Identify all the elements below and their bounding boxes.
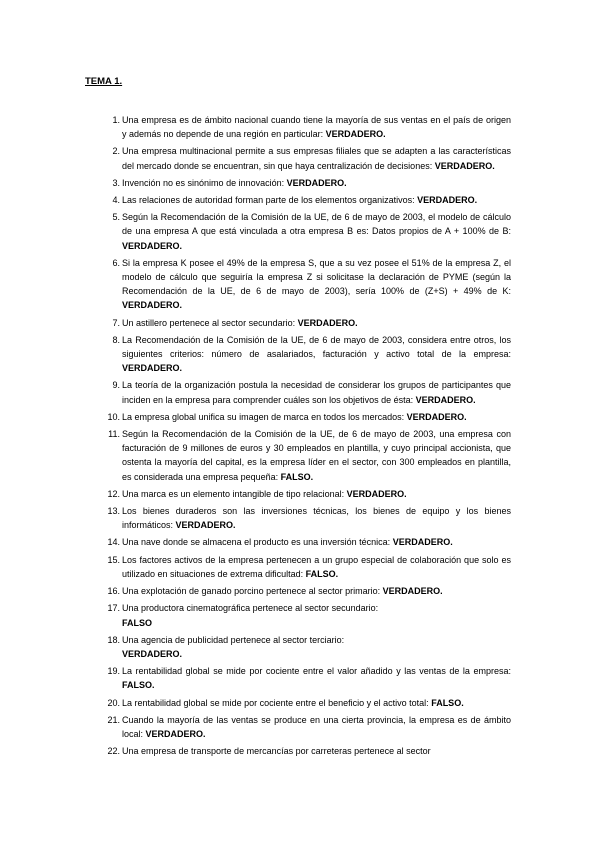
item-text — [122, 633, 511, 661]
list-item — [0, 144, 600, 172]
item-number: 12. — [107, 488, 120, 499]
item-text — [122, 553, 511, 581]
answer-text: FALSO. — [305, 568, 339, 579]
question-text: La Recomendación de la Comisión de la UE, de 6 de mayo de 2003, considera entre otros, los siguientes criterios: número de asalariados, facturación y activo total de la empresa: — [122, 334, 511, 360]
question-text: Un astillero pertenece al sector secundario: — [122, 317, 298, 328]
item-number: 9. — [112, 380, 120, 391]
answer-text: VERDADERO. — [434, 160, 495, 171]
list-item — [0, 504, 600, 532]
question-text: Una empresa multinacional permite a sus empresas filiales que se adapten a las características del mercado donde se encuentran, sin que haya centralización de decisiones: — [122, 146, 511, 171]
item-number: 11. — [108, 429, 120, 440]
answer-text: VERDADERO. — [122, 363, 183, 374]
item-text — [122, 378, 511, 406]
answer-text: FALSO. — [122, 680, 155, 691]
item-text — [122, 504, 511, 532]
item-text — [122, 584, 511, 598]
item-text — [122, 256, 511, 313]
list-item — [0, 584, 600, 598]
question-text: Los bienes duraderos son las inversiones técnicas, los bienes de equipo y los bienes informáticos: — [122, 506, 511, 531]
list-item — [0, 744, 600, 758]
item-number: 17. — [107, 603, 120, 614]
answer-text: VERDADERO. — [145, 728, 206, 739]
question-text: La teoría de la organización postula la necesidad de considerar los grupos de participantes que inciden en la empresa para comprender cuáles son los objetivos de ésta: — [122, 380, 511, 405]
answer-text: FALSO — [122, 617, 153, 628]
list-item — [0, 256, 600, 313]
question-text: Una explotación de ganado porcino pertenece al sector primario: — [122, 586, 383, 597]
item-number: 14. — [107, 537, 120, 548]
list-item — [0, 696, 600, 710]
question-text: Los factores activos de la empresa pertenecen a un grupo especial de colaboración que solo es utilizado en situaciones de extrema dificultad: — [122, 554, 511, 579]
item-text — [122, 744, 511, 758]
item-number: 8. — [112, 334, 120, 345]
answer-text: VERDADERO. — [415, 394, 476, 405]
question-text: Una productora cinematográfica pertenece al sector secundario: — [122, 603, 379, 614]
item-number: 2. — [112, 146, 120, 157]
list-item — [0, 427, 600, 484]
item-text — [122, 713, 511, 741]
item-text — [122, 696, 511, 710]
item-text — [122, 113, 511, 141]
item-text — [122, 664, 511, 692]
item-text — [122, 193, 511, 207]
list-item — [0, 316, 600, 330]
list-item — [0, 210, 600, 253]
item-text — [122, 210, 511, 253]
item-number: 13. — [107, 506, 120, 517]
item-text — [122, 176, 511, 190]
item-number: 7. — [112, 317, 120, 328]
item-number: 1. — [112, 115, 120, 125]
answer-text: VERDADERO. — [406, 411, 467, 422]
item-text — [122, 487, 511, 501]
answer-text: VERDADERO. — [392, 537, 453, 548]
answer-text: VERDADERO. — [382, 586, 443, 597]
question-text: Cuando la mayoría de las ventas se produce en una cierta provincia, la empresa es de ámbito local: — [122, 714, 511, 739]
item-number: 16. — [107, 586, 120, 597]
question-list — [0, 113, 600, 761]
question-text: La rentabilidad global se mide por cociente entre el beneficio y el activo total: — [122, 697, 432, 708]
answer-text: VERDADERO. — [122, 648, 183, 659]
item-number: 15. — [107, 554, 120, 565]
question-text: Una agencia de publicidad pertenece al sector terciario: — [122, 634, 345, 645]
item-text — [122, 410, 511, 424]
list-item — [0, 487, 600, 501]
list-item — [0, 410, 600, 424]
question-text: Según la Recomendación de la Comisión de la UE, de 6 de mayo de 2003, el modelo de cálculo de una empresa A que está vinculada a otra empresa B es: Datos propios de A + 100% de B: — [122, 212, 511, 237]
list-item — [0, 193, 600, 207]
question-text: Las relaciones de autoridad forman parte de los elementos organizativos: — [122, 195, 418, 206]
question-text: Una empresa de transporte de mercancías por carreteras pertenece al sector — [122, 746, 431, 757]
list-item — [0, 713, 600, 741]
item-text — [122, 144, 511, 172]
list-item — [0, 601, 600, 629]
item-text — [122, 427, 511, 484]
answer-text: VERDADERO. — [297, 317, 358, 328]
list-item — [0, 535, 600, 549]
item-number: 22. — [107, 746, 120, 757]
question-text: Si la empresa K posee el 49% de la empresa S, que a su vez posee el 51% de la empresa Z, el modelo de cálculo que seguiría la empresa Z si solicitase la declaración de PYME (según la Recomendación de la UE, de 6 de mayo de 2003), sería 100% de (Z+S) + 49% de K: — [122, 257, 511, 297]
item-number: 18. — [107, 634, 120, 645]
question-text: La rentabilidad global se mide por cociente entre el valor añadido y las ventas de la empresa: — [122, 666, 511, 677]
answer-text: VERDADERO. — [325, 129, 386, 140]
item-number: 10. — [107, 411, 120, 422]
list-item — [0, 553, 600, 581]
list-item — [0, 633, 600, 661]
list-item — [0, 113, 600, 141]
item-number: 3. — [112, 177, 120, 188]
answer-text: FALSO. — [280, 471, 314, 482]
item-number: 19. — [107, 666, 120, 677]
answer-text: VERDADERO. — [122, 240, 183, 251]
item-number: 4. — [112, 195, 120, 206]
answer-text: VERDADERO. — [417, 195, 478, 206]
item-number: 21. — [107, 714, 120, 725]
item-text — [122, 316, 511, 330]
list-item — [0, 378, 600, 406]
question-text: Según la Recomendación de la Comisión de la UE, de 6 de mayo de 2003, una empresa con facturación de 9 millones de euros y 30 empleados en plantilla, y cuyo principal accionista, que ostenta la mayoría del capital, es la empresa líder en el sector, con 300 empleados en plantilla, es considerada una empresa pequeña: — [122, 429, 511, 482]
answer-text: VERDADERO. — [122, 300, 183, 311]
question-text: Una empresa es de ámbito nacional cuando tiene la mayoría de sus ventas en el país de origen y además no depende de una región en particular: — [122, 115, 511, 140]
question-text: Una marca es un elemento intangible de tipo relacional: — [122, 488, 347, 499]
list-item — [0, 333, 600, 376]
question-text: Invención no es sinónimo de innovación: — [122, 177, 287, 188]
page-title: TEMA 1. — [85, 76, 123, 87]
question-text: La empresa global unifica su imagen de marca en todos los mercados: — [122, 411, 407, 422]
answer-text: VERDADERO. — [346, 488, 407, 499]
answer-text: FALSO. — [431, 697, 464, 708]
list-item — [0, 664, 600, 692]
answer-text: VERDADERO. — [286, 177, 347, 188]
item-text — [122, 535, 511, 549]
item-number: 5. — [112, 212, 120, 223]
question-text: Una nave donde se almacena el producto es una inversión técnica: — [122, 537, 393, 548]
item-text — [122, 601, 511, 629]
answer-text: VERDADERO. — [175, 520, 236, 531]
item-number: 20. — [107, 697, 120, 708]
list-item — [0, 176, 600, 190]
item-text — [122, 333, 511, 376]
item-number: 6. — [112, 257, 120, 268]
